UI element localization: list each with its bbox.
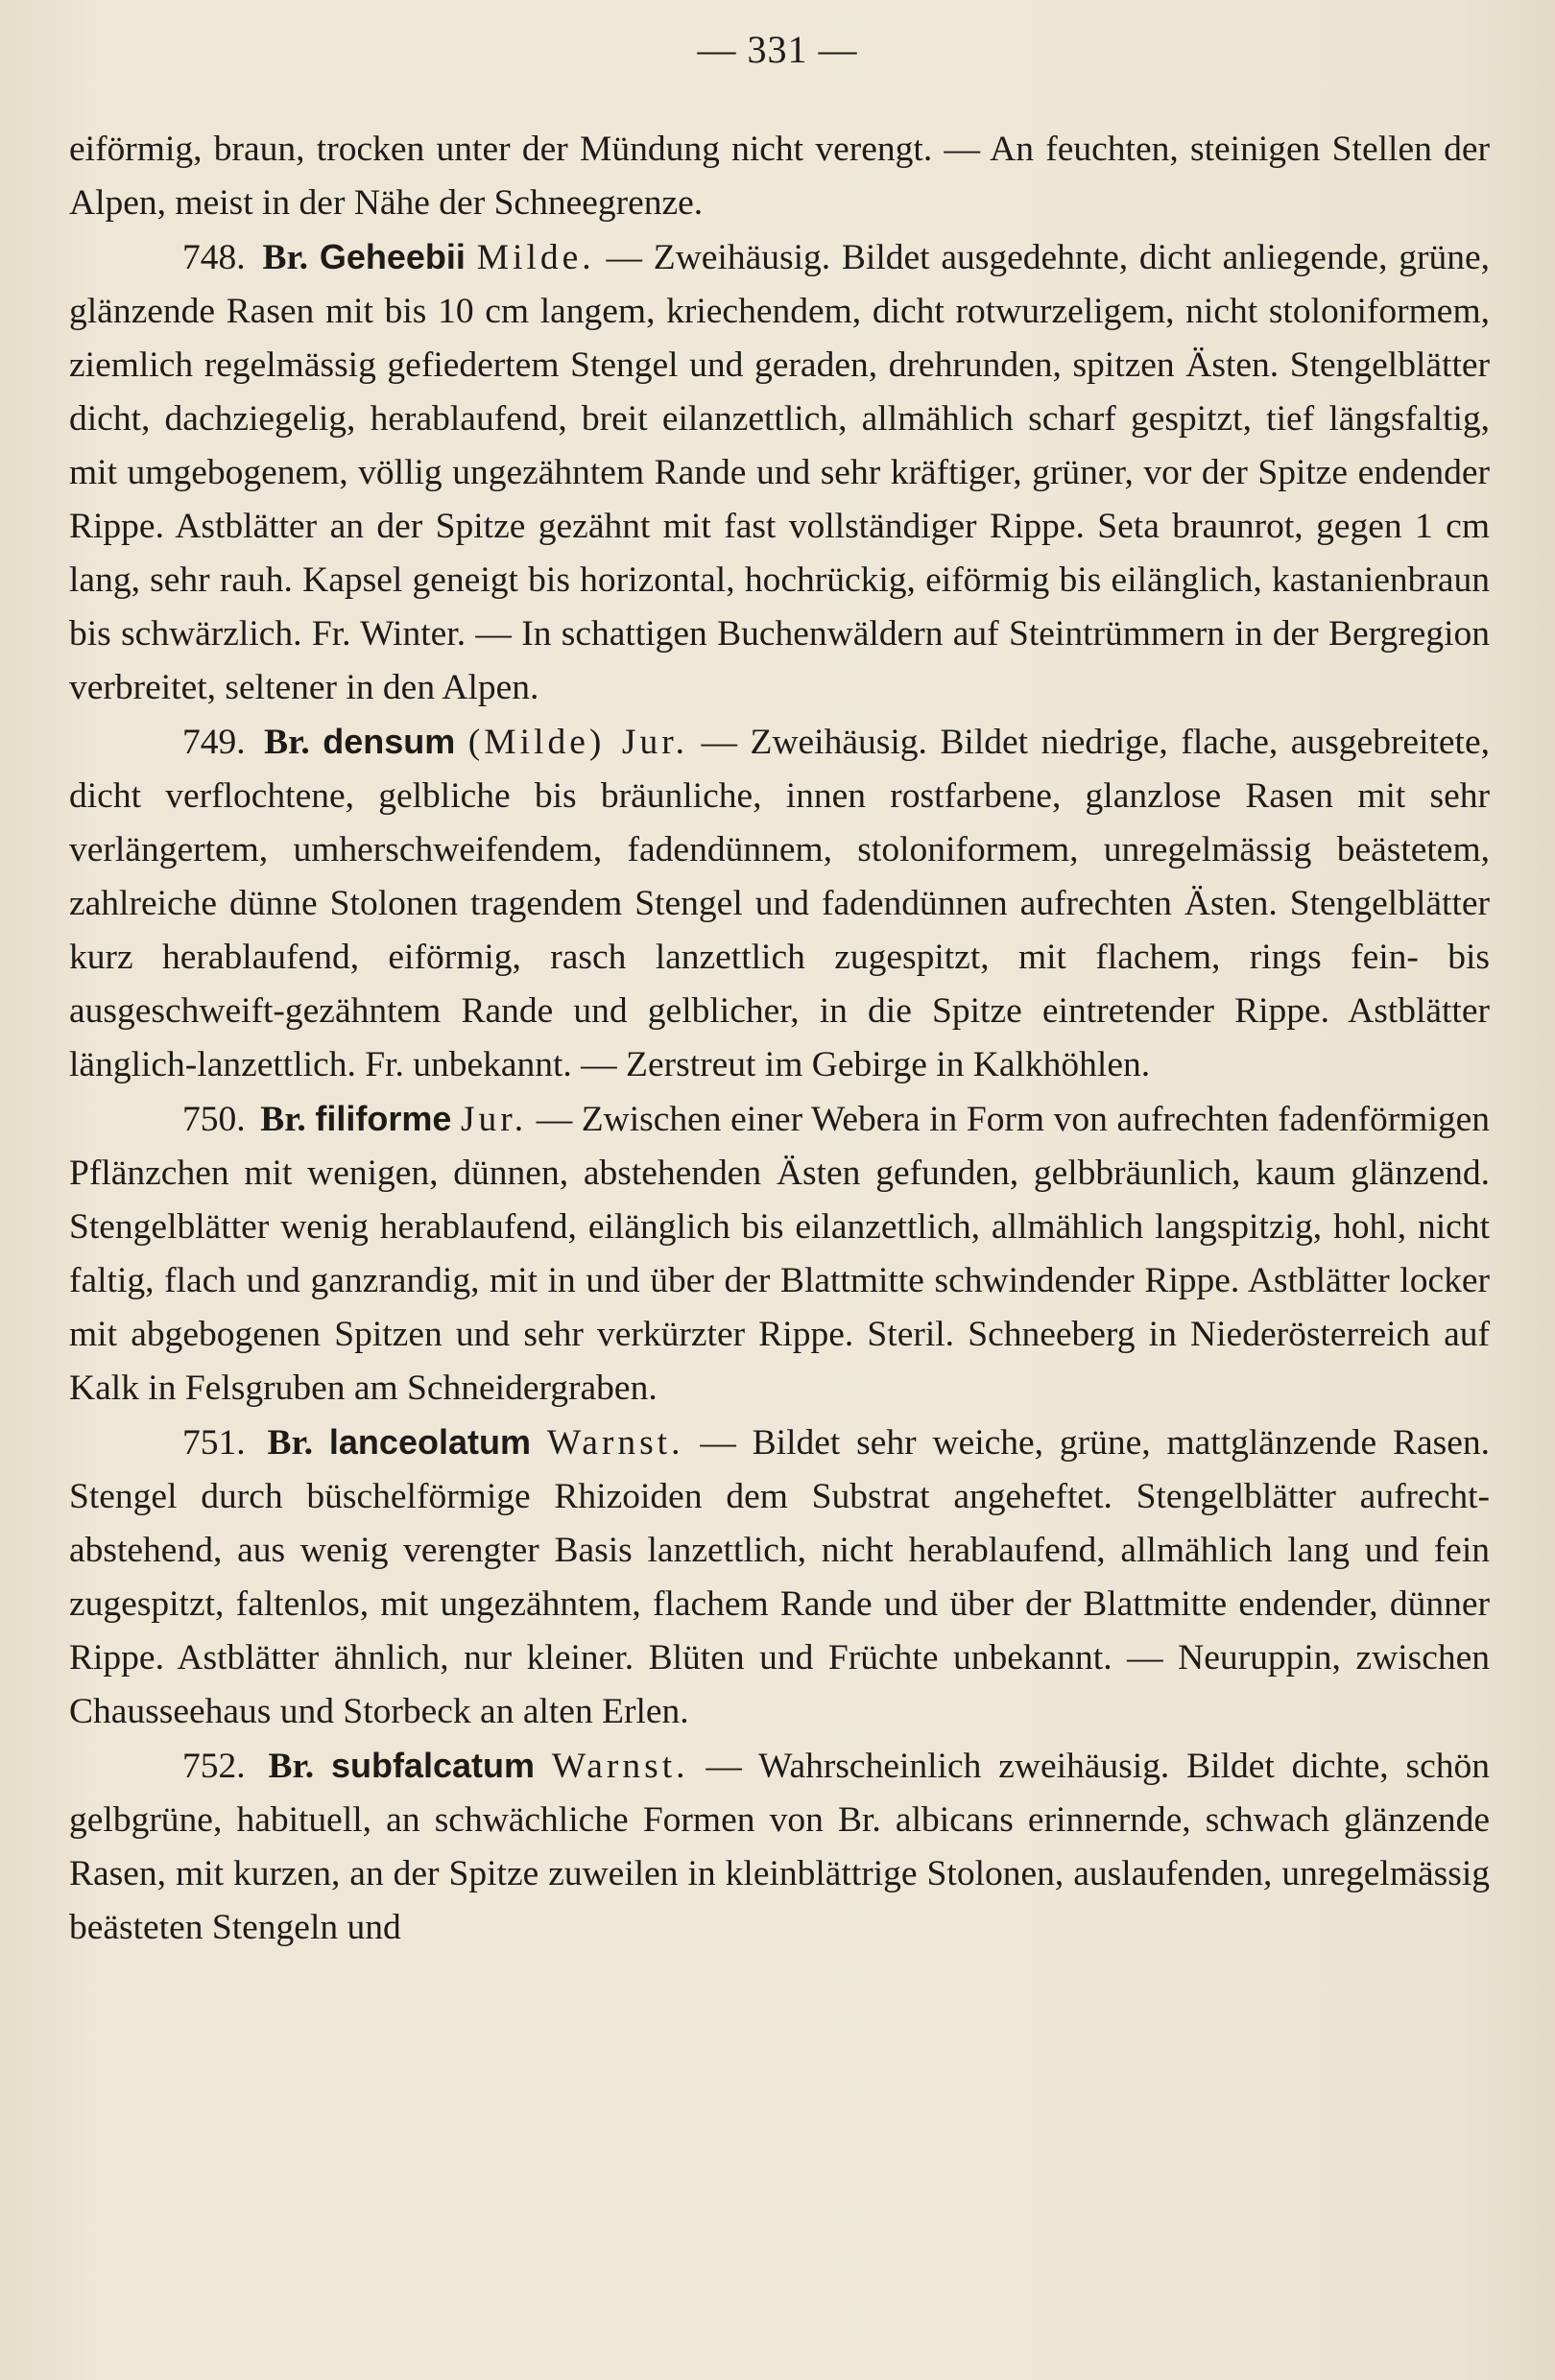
entry-description: — Zweihäusig. Bildet ausgedehnte, dicht anliegende, grüne, glänzende Rasen mit bis 10 cm langem, kriechendem, dicht rotwurzeligem, nicht stoloniformem, ziemlich regelmässig gefiedertem Stengel und geraden, drehrunden, spitzen Ästen. Stengelblätter dicht, dachziegelig, herablaufend, breit eilanzettlich, allmählich scharf gespitzt, tief längsfaltig, mit umgebogenem, völlig ungezähntem Rande und sehr kräftiger, grüner, vor der Spitze endender Rippe. Astblätter an der Spitze gezähnt mit fast vollständiger Rippe. Seta braunrot, gegen 1 cm lang, sehr rauh. Kapsel geneigt bis horizontal, hochrückig, eiförmig bis eilänglich, kastanienbraun bis schwärzlich. Fr. Winter. — In schattigen Buchenwäldern auf Steintrümmern in der Bergregion verbreitet, seltener in den Alpen. (69, 238, 1491, 707)
entry-number: 752. (182, 1747, 246, 1786)
continuation-paragraph: eiförmig, braun, trocken unter der Mündung nicht verengt. — An feuchten, steinigen Stellen der Alpen, meist in der Nähe der Schneegrenze. (69, 130, 1490, 223)
author-name: Warnst. (546, 1423, 684, 1463)
entry-description: — Bildet sehr weiche, grüne, mattglänzende Rasen. Stengel durch büschelförmige Rhizoiden dem Substrat angeheftet. Stengelblätter aufrecht-abstehend, aus wenig verengter Basis lanzettlich, nicht herablaufend, allmählich lang und fein zugespitzt, faltenlos, mit ungezähntem, flachem Rande und über der Blattmitte endender, dünner Rippe. Astblätter ähnlich, nur kleiner. Blüten und Früchte unbekannt. — Neuruppin, zwischen Chausseehaus und Storbeck an alten Erlen. (69, 1423, 1490, 1731)
author-name: (Milde) Jur. (467, 723, 689, 762)
entry-number: 749. (182, 723, 246, 762)
genus-abbrev: Br. (260, 1100, 306, 1139)
entry-number: 750. (182, 1100, 246, 1139)
page-text (69, 123, 1490, 1955)
genus-abbrev: Br. (268, 1747, 315, 1786)
species-entry-751 (69, 1416, 1490, 1739)
species-entry-748 (69, 230, 1490, 715)
species-name: Geheebii (319, 237, 466, 276)
species-entry-750 (69, 1092, 1490, 1416)
page-number: — 331 — (697, 28, 858, 71)
author-name: Jur. (460, 1100, 528, 1139)
species-name: filiforme (315, 1099, 452, 1138)
entry-number: 751. (182, 1423, 246, 1463)
entry-description: — Zwischen einer Webera in Form von aufrechten fadenförmigen Pflänzchen mit wenigen, dünnen, abstehenden Ästen gefunden, gelbbräunlich, kaum glänzend. Stengelblätter wenig herablaufend, eilänglich bis eilanzettlich, allmählich langspitzig, hohl, nicht faltig, flach und ganzrandig, mit in und über der Blattmitte schwindender Rippe. Astblätter locker mit abgebogenen Spitzen und sehr verkürzter Rippe. Steril. Schneeberg in Niederösterreich auf Kalk in Felsgruben am Schneidergraben. (69, 1100, 1491, 1408)
species-name: densum (323, 722, 456, 761)
genus-abbrev: Br. (262, 238, 309, 277)
entry-description: — Wahrscheinlich zweihäusig. Bildet dichte, schön gelbgrüne, habituell, an schwächliche Formen von Br. albicans erinnernde, schwach glänzende Rasen, mit kurzen, an der Spitze zuweilen in kleinblättrige Stolonen, auslaufenden, unregelmässig beästeten Stengeln und (69, 1747, 1491, 1947)
entry-number: 748. (182, 238, 246, 277)
author-name: Warnst. (551, 1747, 689, 1786)
genus-abbrev: Br. (264, 723, 310, 762)
species-entry-749 (69, 715, 1490, 1092)
author-name: Milde. (476, 238, 595, 277)
species-name: lanceolatum (328, 1422, 531, 1462)
entry-description: — Zweihäusig. Bildet niedrige, flache, ausgebreitete, dicht verflochtene, gelbliche bis bräunliche, innen rostfarbene, glanzlose Rasen mit sehr verlängertem, umherschweifendem, fadendünnem, stoloniformem, unregelmässig beästetem, zahlreiche dünne Stolonen tragendem Stengel und fadendünnen aufrechten Ästen. Stengelblätter kurz herablaufend, eiförmig, rasch lanzettlich zugespitzt, mit flachem, rings fein- bis ausgeschweift-gezähntem Rande und gelblicher, in die Spitze eintretender Rippe. Astblätter länglich-lanzettlich. Fr. unbekannt. — Zerstreut im Gebirge in Kalkhöhlen. (69, 723, 1490, 1084)
species-name: subfalcatum (330, 1746, 535, 1785)
genus-abbrev: Br. (267, 1423, 314, 1463)
species-entry-752 (69, 1739, 1490, 1955)
